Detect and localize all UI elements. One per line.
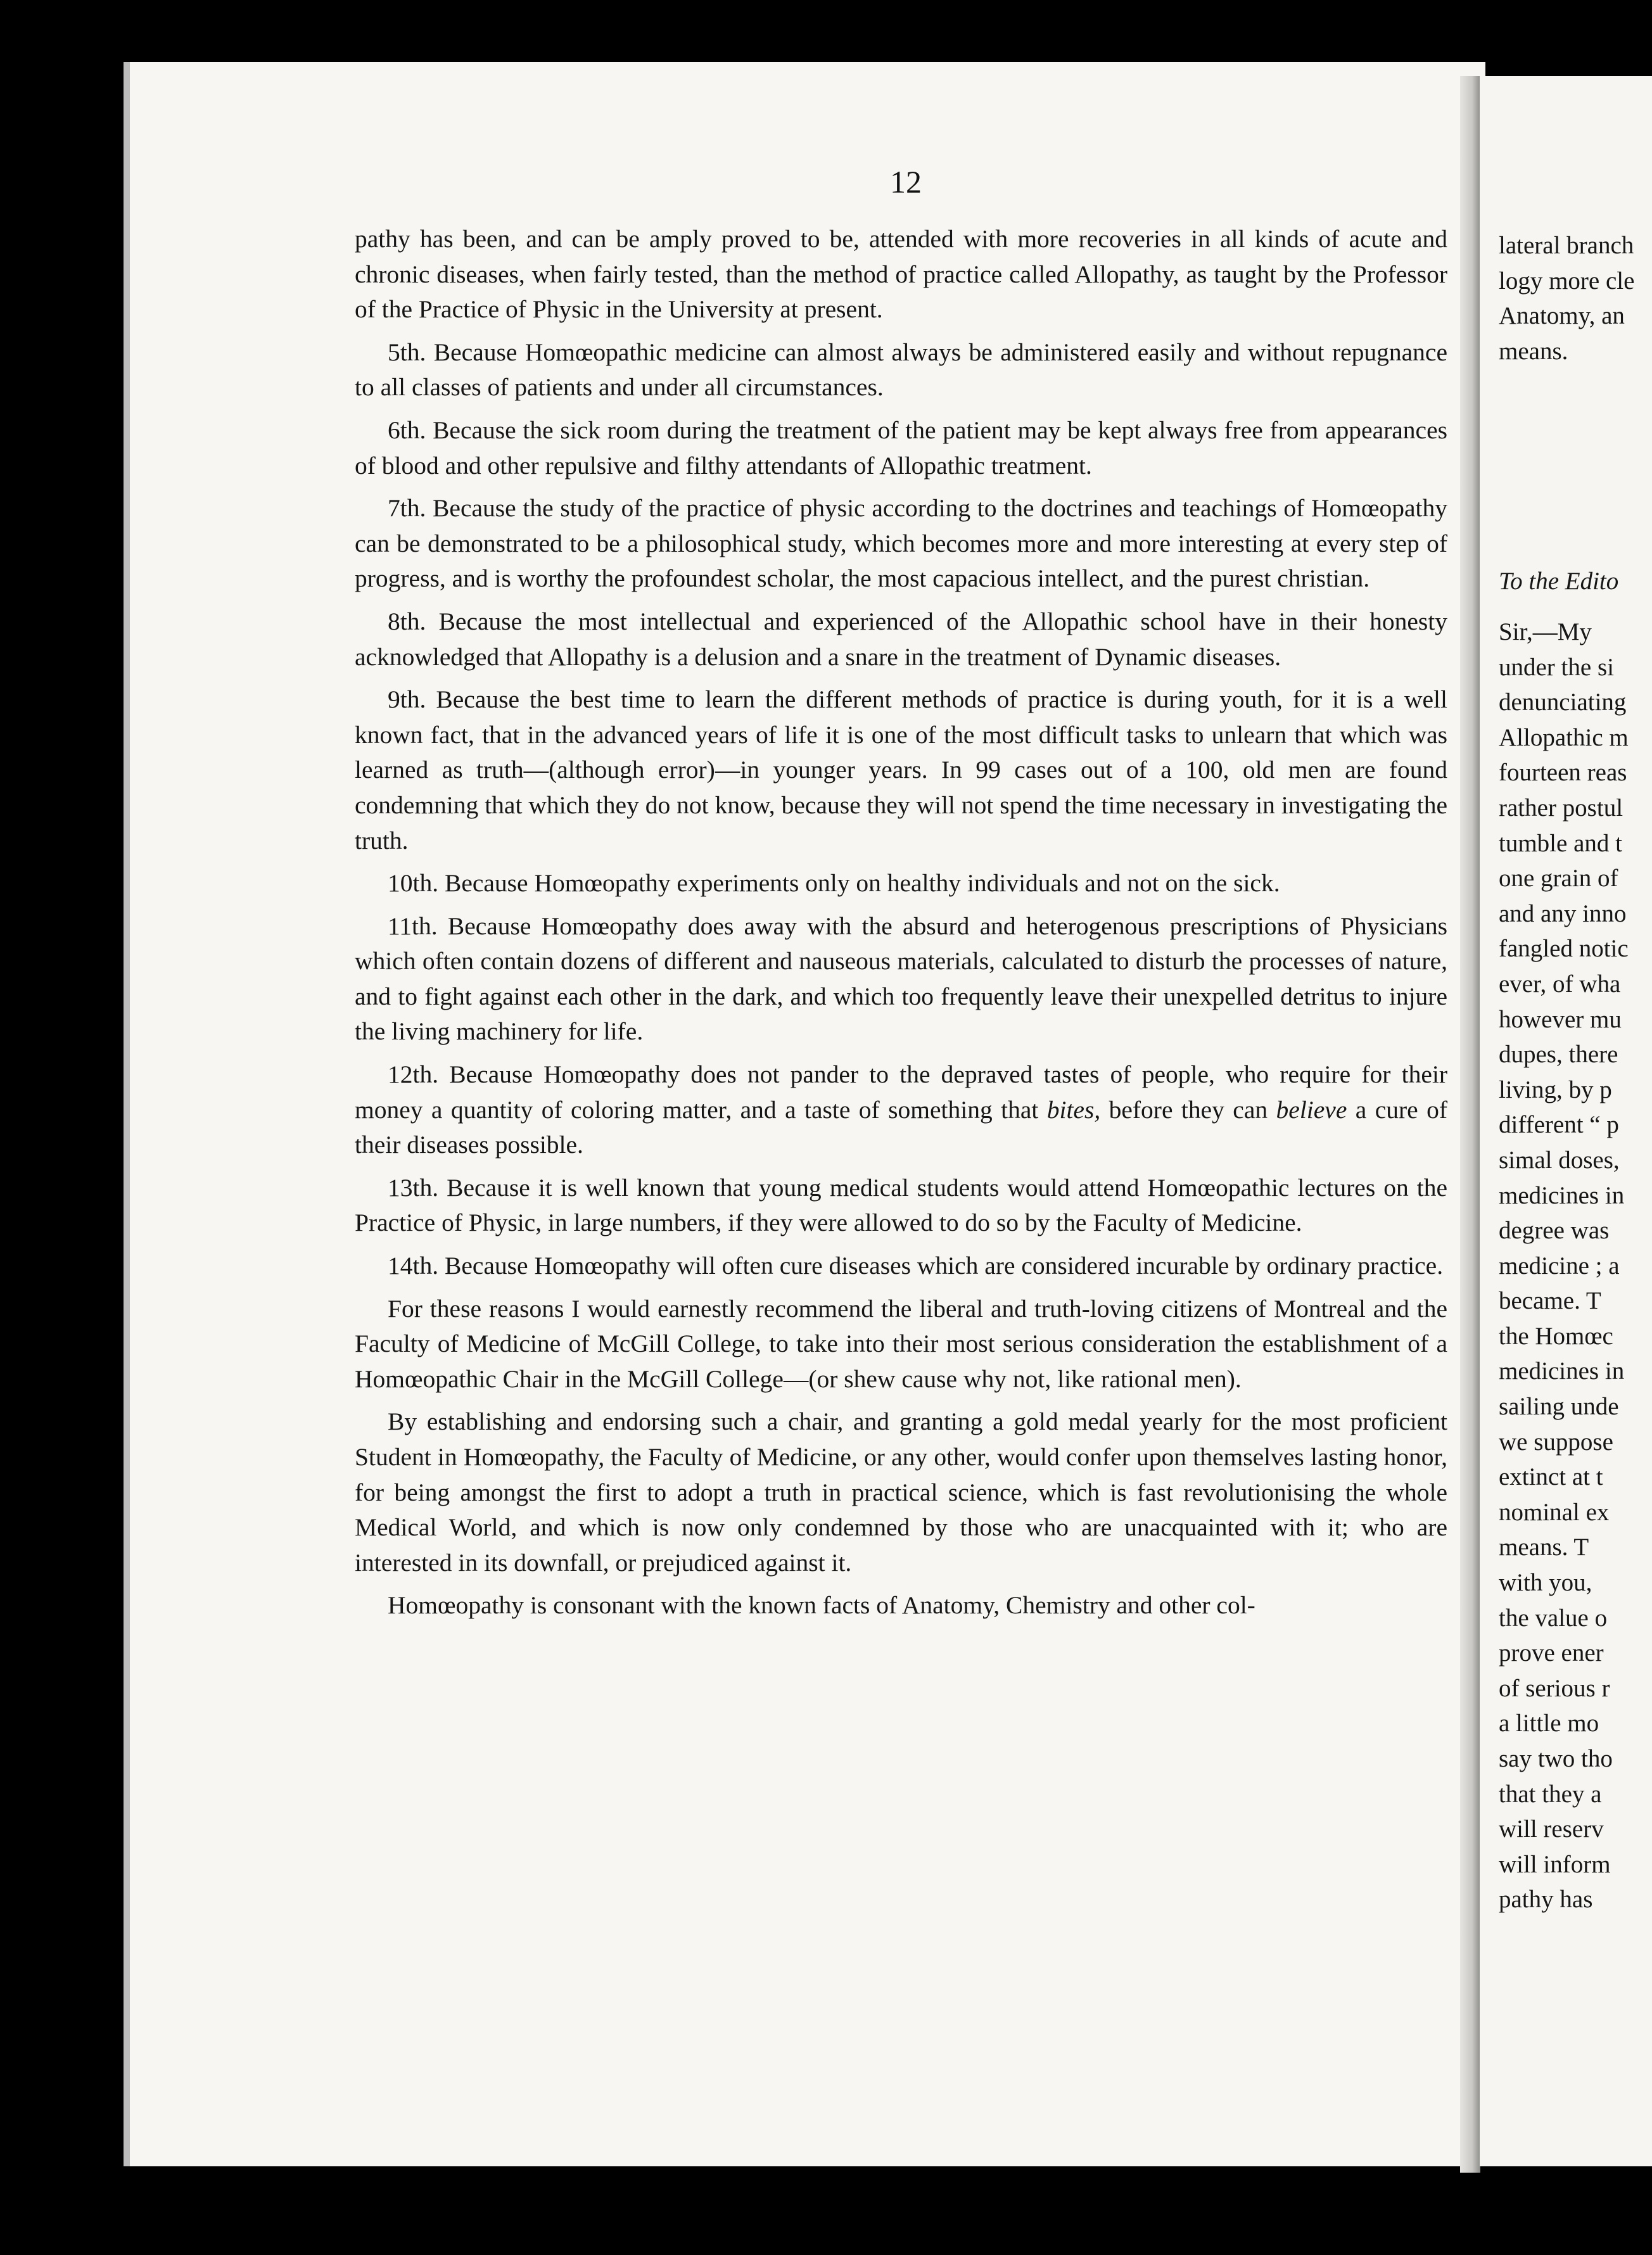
right-column-line: extinct at t: [1499, 1463, 1603, 1491]
right-column-line: a little mo: [1499, 1710, 1599, 1737]
paragraph-text: 12th. Because Homœopathy does not pander to the depraved tastes of people, who require for their money a quantity of coloring matter, and a taste of something that: [355, 1060, 1447, 1124]
right-column-line: medicines in: [1499, 1181, 1625, 1209]
paragraph: 7th. Because the study of the practice of physic according to the doctrines and teachings of Homœopathy can be demonstrated to be a philosophical study, which becomes more and more interesting at every step of progress, and is worthy the profoundest scholar, the most capacious intellect, and the purest christian.: [355, 494, 1447, 593]
right-column-line: became. T: [1499, 1287, 1601, 1315]
paragraph: 13th. Because it is well known that young medical students would attend Homœopathic lectures on the Practice of Physic, in large numbers, if they were allowed to do so by the Faculty of Medicine.: [355, 1173, 1447, 1237]
paragraph: Homœopathy is consonant with the known facts of Anatomy, Chemistry and other col-: [388, 1591, 1255, 1620]
right-column-line: means. T: [1499, 1534, 1589, 1561]
right-column-heading: To the Edito: [1499, 568, 1619, 595]
right-column-line: medicine ; a: [1499, 1252, 1620, 1280]
paragraph: For these reasons I would earnestly recommend the liberal and truth-loving citizens of Montreal and the Faculty of Medicine of McGill College, to take into their most serious consideration the establishment of a Homœopathic Chair in the McGill College—(or shew cause why not, like rational men).: [355, 1294, 1447, 1393]
right-column-line: will reserv: [1499, 1815, 1604, 1843]
paragraph: By establishing and endorsing such a chair, and granting a gold medal yearly for the most proficient Student in Homœopathy, the Faculty of Medicine, or any other, would confer upon themselves lasting honor, for being amongst the first to adopt a truth in practical science, which is fast revolutionising the whole Medical World, and which is now only condemned by those who are unacquainted with it; who are interested in its downfall, or prejudiced against it.: [355, 1407, 1447, 1577]
right-column-line: degree was: [1499, 1217, 1610, 1245]
right-column-line: medicines in: [1499, 1357, 1625, 1385]
right-column-line: logy more cle: [1499, 267, 1635, 295]
right-column-line: Anatomy, an: [1499, 302, 1625, 330]
paragraph: 9th. Because the best time to learn the different methods of practice is during youth, for it is a well known fact, that in the advanced years of life it is one of the most difficult tasks to unlearn that which was learned as truth—(although error)—in younger years. In 99 cases out of a 100, old men are found condemning that which they do not know, because they will not spend the time necessary in investigating the truth.: [355, 685, 1447, 854]
right-column-line: the Homœc: [1499, 1322, 1613, 1350]
right-column-line: of serious r: [1499, 1674, 1610, 1702]
right-column-line: means.: [1499, 337, 1568, 365]
paragraph: 8th. Because the most intellectual and experienced of the Allopathic school have in their honesty acknowledged that Allopathy is a delusion and a snare in the treatment of Dynamic diseases.: [355, 607, 1447, 671]
left-page-body: [355, 222, 1447, 1631]
page-number: 12: [890, 164, 922, 200]
right-column-line: however mu: [1499, 1005, 1622, 1033]
paragraph: pathy has been, and can be amply proved to be, attended with more recoveries in all kinds of acute and chronic diseases, when fairly tested, than the method of practice called Allopathy, as taught by the Professor of the Practice of Physic in the University at present.: [355, 225, 1447, 324]
right-column-line: will inform: [1499, 1850, 1611, 1878]
right-column-line: pathy has: [1499, 1886, 1593, 1914]
right-column-line: simal doses,: [1499, 1146, 1620, 1174]
paragraph: 10th. Because Homœopathy experiments only on healthy individuals and not on the sick.: [388, 869, 1280, 898]
right-column-line: one grain of: [1499, 865, 1618, 892]
right-column-line: ever, of wha: [1499, 970, 1621, 998]
right-column-line: sailing unde: [1499, 1393, 1619, 1421]
right-column-line: with you,: [1499, 1569, 1592, 1597]
right-column-line: different “ p: [1499, 1111, 1619, 1139]
right-column-line: Allopathic m: [1499, 723, 1629, 751]
paragraph-text: a cure of their diseases possible.: [355, 1095, 1447, 1159]
right-column-block-1: [1499, 228, 1652, 369]
right-column-line: prove ener: [1499, 1639, 1604, 1667]
right-column-line: say two tho: [1499, 1745, 1613, 1772]
right-column-line: Sir,—My: [1499, 618, 1592, 645]
right-column-line: tumble and t: [1499, 829, 1622, 857]
right-column-line: that they a: [1499, 1780, 1602, 1808]
paragraph-text: before they can: [1100, 1095, 1276, 1124]
italic-word: bites,: [1046, 1095, 1101, 1124]
right-column-line: under the si: [1499, 653, 1614, 681]
right-column-line: fangled notic: [1499, 935, 1629, 963]
right-column-line: living, by p: [1499, 1076, 1612, 1103]
right-column-line: and any inno: [1499, 899, 1627, 927]
paragraph: 6th. Because the sick room during the treatment of the patient may be kept always free from appearances of blood and other repulsive and filthy attendants of Allopathic treatment.: [355, 416, 1447, 480]
right-column-block-2: [1499, 614, 1652, 1917]
right-column-line: rather postul: [1499, 794, 1623, 822]
right-column-line: dupes, there: [1499, 1041, 1618, 1069]
italic-word: believe: [1276, 1095, 1347, 1124]
paragraph: 14th. Because Homœopathy will often cure diseases which are considered incurable by ordinary practice.: [388, 1252, 1444, 1280]
right-column-line: fourteen reas: [1499, 759, 1627, 787]
paragraph: [355, 1057, 1447, 1163]
paragraph: 5th. Because Homœopathic medicine can almost always be administered easily and without repugnance to all classes of patients and under all circumstances.: [355, 338, 1447, 402]
paragraph: 11th. Because Homœopathy does away with the absurd and heterogenous prescriptions of Physicians which often contain dozens of different and nauseous materials, calculated to disturb the processes of nature, and to fight against each other in the dark, and which too frequently leave their unexpelled detritus to injure the living machinery for life.: [355, 912, 1447, 1046]
right-column-line: denunciating: [1499, 689, 1627, 716]
right-column-line: the value o: [1499, 1604, 1608, 1632]
right-column-line: nominal ex: [1499, 1498, 1610, 1526]
right-column-line: we suppose: [1499, 1428, 1613, 1456]
right-page: [1480, 76, 1652, 2166]
right-column-line: lateral branch: [1499, 232, 1634, 259]
page-gutter-shadow: [1460, 76, 1480, 2173]
